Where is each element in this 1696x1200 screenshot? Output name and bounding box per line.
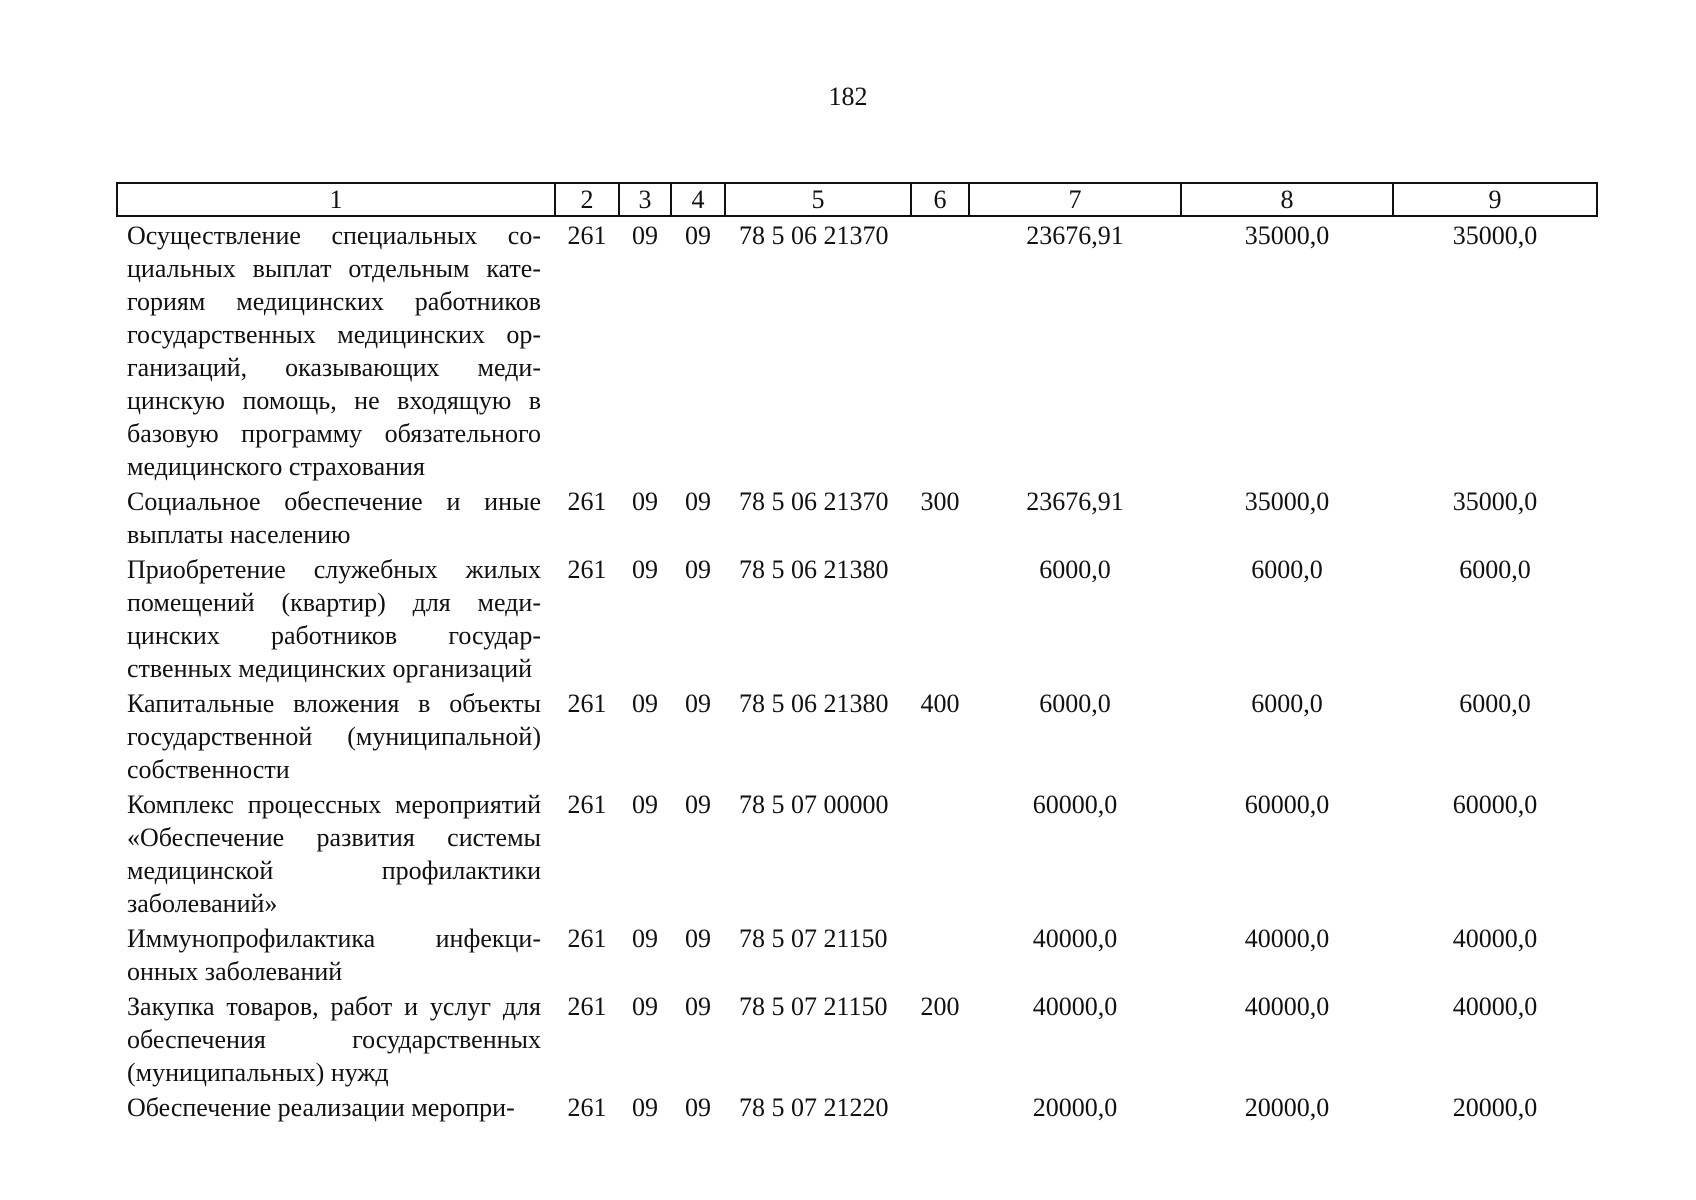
cell-col2: 261 xyxy=(567,924,607,953)
cell-col3: 09 xyxy=(632,487,658,516)
table-row xyxy=(117,988,1597,1089)
cell-col8: 35000,0 xyxy=(1244,487,1330,516)
cell-col8: 35000,0 xyxy=(1244,221,1330,250)
cell-col3: 09 xyxy=(632,790,658,819)
cell-col6 xyxy=(911,216,969,483)
column-header: 5 xyxy=(725,183,911,216)
cell-col2: 261 xyxy=(567,555,607,584)
cell-col7: 20000,0 xyxy=(1032,1093,1118,1122)
cell-col5: 78 5 06 21370 xyxy=(739,487,889,516)
cell-col6 xyxy=(911,1089,969,1124)
cell-col5: 78 5 07 00000 xyxy=(739,790,889,819)
cell-col3: 09 xyxy=(632,689,658,718)
column-header: 7 xyxy=(969,183,1181,216)
column-header: 1 xyxy=(117,183,555,216)
table-header-row xyxy=(117,183,1597,216)
cell-col7: 40000,0 xyxy=(1032,992,1118,1021)
cell-col3: 09 xyxy=(632,992,658,1021)
cell-col7: 40000,0 xyxy=(1032,924,1118,953)
table-row xyxy=(117,786,1597,920)
row-name: Капитальные вложения в объекты государственной (муниципальной) собственности xyxy=(127,689,541,784)
cell-col7: 60000,0 xyxy=(1032,790,1118,819)
cell-col8: 6000,0 xyxy=(1251,689,1323,718)
cell-col9: 6000,0 xyxy=(1459,689,1531,718)
table-row xyxy=(117,920,1597,988)
cell-col4: 09 xyxy=(685,1093,711,1122)
cell-col6: 200 xyxy=(920,992,960,1021)
cell-col2: 261 xyxy=(567,487,607,516)
table-row xyxy=(117,1089,1597,1124)
cell-col6: 400 xyxy=(920,689,960,718)
cell-col8: 40000,0 xyxy=(1244,992,1330,1021)
row-name: Закупка товаров, работ и услуг для обеспечения государственных (муниципальных) нужд xyxy=(127,992,541,1087)
column-header: 6 xyxy=(911,183,969,216)
row-name: Комплекс процессных мероприятий «Обеспечение развития системы медицинской профилактики заболеваний» xyxy=(127,790,541,918)
cell-col8: 20000,0 xyxy=(1244,1093,1330,1122)
cell-col3: 09 xyxy=(632,221,658,250)
cell-col9: 35000,0 xyxy=(1452,487,1538,516)
cell-col6: 300 xyxy=(920,487,960,516)
column-header: 3 xyxy=(619,183,671,216)
cell-col3: 09 xyxy=(632,555,658,584)
cell-col5: 78 5 07 21150 xyxy=(739,924,888,953)
cell-col7: 23676,91 xyxy=(1026,487,1124,516)
cell-col5: 78 5 07 21220 xyxy=(739,1093,889,1122)
column-header: 8 xyxy=(1181,183,1393,216)
cell-col7: 6000,0 xyxy=(1039,689,1111,718)
cell-col9: 40000,0 xyxy=(1452,924,1538,953)
cell-col6 xyxy=(911,786,969,920)
cell-col5: 78 5 06 21380 xyxy=(739,689,889,718)
row-name: Приобретение служебных жилых помещений (квартир) для медицинских работников государственных медицинских организаций xyxy=(127,555,541,683)
column-header: 4 xyxy=(671,183,725,216)
cell-col3: 09 xyxy=(632,924,658,953)
cell-col9: 6000,0 xyxy=(1459,555,1531,584)
cell-col9: 35000,0 xyxy=(1452,221,1538,250)
cell-col9: 60000,0 xyxy=(1452,790,1538,819)
cell-col4: 09 xyxy=(685,790,711,819)
cell-col8: 6000,0 xyxy=(1251,555,1323,584)
column-header: 2 xyxy=(555,183,619,216)
cell-col8: 60000,0 xyxy=(1244,790,1330,819)
cell-col4: 09 xyxy=(685,689,711,718)
cell-col4: 09 xyxy=(685,487,711,516)
cell-col5: 78 5 06 21380 xyxy=(739,555,889,584)
row-name: Иммунопрофилактика инфекционных заболеваний xyxy=(127,924,541,986)
cell-col4: 09 xyxy=(685,221,711,250)
table-row xyxy=(117,685,1597,786)
cell-col2: 261 xyxy=(567,221,607,250)
column-header: 9 xyxy=(1393,183,1597,216)
row-name: Социальное обеспечение и иные выплаты населению xyxy=(127,487,541,549)
cell-col4: 09 xyxy=(685,924,711,953)
table-row xyxy=(117,483,1597,551)
cell-col2: 261 xyxy=(567,1093,607,1122)
table-row xyxy=(117,551,1597,685)
cell-col2: 261 xyxy=(567,689,607,718)
cell-col2: 261 xyxy=(567,790,607,819)
cell-col8: 40000,0 xyxy=(1244,924,1330,953)
cell-col7: 6000,0 xyxy=(1039,555,1111,584)
page-number: 182 xyxy=(828,82,868,111)
cell-col4: 09 xyxy=(685,555,711,584)
cell-col7: 23676,91 xyxy=(1026,221,1124,250)
cell-col5: 78 5 07 21150 xyxy=(739,992,888,1021)
cell-col4: 09 xyxy=(685,992,711,1021)
cell-col2: 261 xyxy=(567,992,607,1021)
budget-table xyxy=(116,182,1598,1124)
table-row xyxy=(117,216,1597,483)
cell-col6 xyxy=(911,920,969,988)
cell-col9: 20000,0 xyxy=(1452,1093,1538,1122)
row-name: Обеспечение реализации меропри- xyxy=(127,1093,515,1122)
cell-col6 xyxy=(911,551,969,685)
cell-col9: 40000,0 xyxy=(1452,992,1538,1021)
cell-col3: 09 xyxy=(632,1093,658,1122)
row-name: Осуществление специальных социальных выплат отдельным категориям медицинских работников государственных медицинских организаций, оказывающих медицинскую помощь, не входящую в базовую программу обязательного медицинского страхования xyxy=(127,221,541,481)
cell-col5: 78 5 06 21370 xyxy=(739,221,889,250)
